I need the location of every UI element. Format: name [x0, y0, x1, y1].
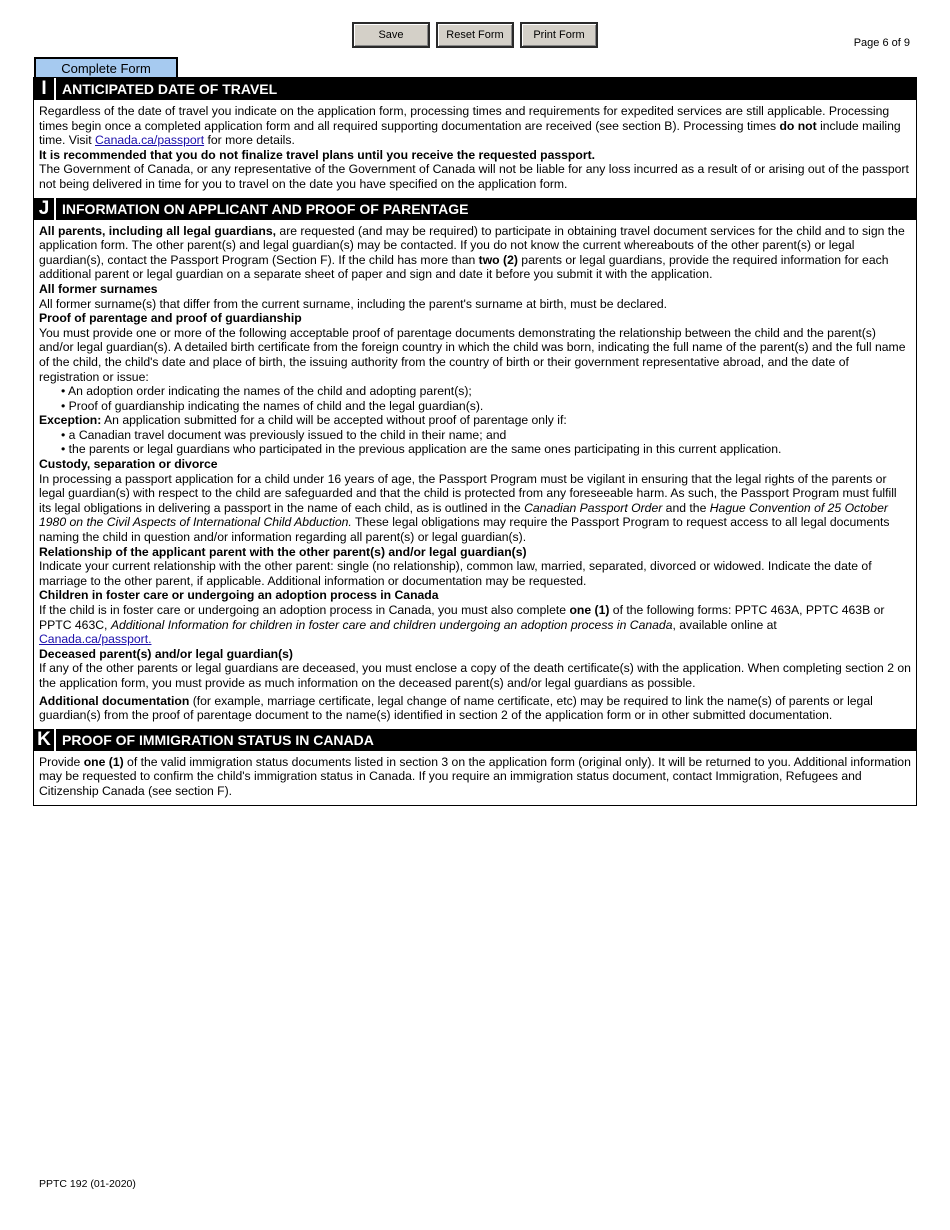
- complete-form-button[interactable]: Complete Form: [34, 57, 178, 77]
- passport-link[interactable]: Canada.ca/passport.: [39, 632, 152, 647]
- section-i-body: [34, 100, 916, 198]
- subheading: Proof of parentage and proof of guardianship: [39, 311, 302, 326]
- text: These legal obligations may require the Passport Program to request access to all legal documents naming the child in question and/or information regarding all parent(s) or legal guardian(s).: [39, 515, 890, 545]
- text: An application submitted for a child will be accepted without proof of parentage only if:: [101, 413, 567, 428]
- emphasis: one (1): [569, 603, 610, 617]
- page-number: Page 6 of 9: [853, 37, 910, 49]
- form-page: [33, 77, 917, 806]
- paragraph: If any of the other parents or legal guardians are deceased, you must enclose a copy of the death certificate(s) with the application. When completing section 2 on the application form, you must provide as much information on the deceased parent(s) and/or legal guardians as possible.: [39, 661, 911, 690]
- subheading: Children in foster care or undergoing an adoption process in Canada: [39, 588, 439, 603]
- text: (for example, marriage certificate, legal change of name certificate, etc) may be required to link the name(s) of parents or legal guardian(s) from the proof of parentage document to the name(s) identified in section 2 of the application form or in other submitted documentation.: [39, 693, 873, 723]
- section-j-body: [34, 220, 916, 729]
- section-i-header: [34, 78, 916, 100]
- section-title: INFORMATION ON APPLICANT AND PROOF OF PARENTAGE: [62, 200, 469, 217]
- text: of the valid immigration status documents listed in section 3 on the application form (original only). It will be returned to you. Additional information may be requested to confirm the child's immigration status in Canada. If you require an immigration status document, contact Immigration, Refugees and Citizenship Canada (see section F).: [39, 754, 911, 798]
- section-k-body: [34, 751, 916, 805]
- paragraph: [39, 224, 911, 282]
- paragraph: [39, 472, 911, 545]
- paragraph: You must provide one or more of the following acceptable proof of parentage documents demonstrating the relationship between the child and the parent(s) and/or legal guardian(s). A detailed birth certificate from the foreign country in which the child was born, indicating the full name of the parent(s) and the full name of the child, the child's date and place of birth, the issuing authority from the country of birth or their government representative abroad, and the date of registration or issue:: [39, 325, 906, 384]
- text: parents or legal guardians, provide the required information for each additional parent or legal guardian on a separate sheet of paper and sign and date it before you submit it with the application.: [39, 252, 889, 282]
- save-button[interactable]: Save: [352, 22, 430, 48]
- list-item: • Proof of guardianship indicating the names of child and the legal guardian(s).: [61, 398, 484, 413]
- italic: Hague Convention of 25 October 1980 on the Civil Aspects of International Child Abduction.: [39, 500, 888, 530]
- italic: Additional Information for children in foster care and children undergoing an adoption process in Canada: [110, 617, 673, 632]
- section-k-header: [34, 729, 916, 751]
- paragraph: All former surname(s) that differ from the current surname, including the parent's surname at birth, must be declared.: [39, 296, 668, 311]
- text: and the: [662, 500, 710, 515]
- subheading: Deceased parent(s) and/or legal guardian(s): [39, 646, 293, 661]
- emphasis: one (1): [83, 754, 124, 769]
- list-item: • An adoption order indicating the names of the child and adopting parent(s);: [61, 384, 472, 399]
- list-item: • a Canadian travel document was previously issued to the child in their name; and: [61, 427, 507, 442]
- paragraph: [39, 413, 911, 428]
- text: Regardless of the date of travel you indicate on the application form, processing times and requirements for expedited services are still applicable. Processing times begin once a completed application form and all required supporting documentation are received (see section B). Processing times: [39, 104, 890, 133]
- subheading: Relationship of the applicant parent with the other parent(s) and/or legal guardian(s): [39, 544, 527, 559]
- section-title: PROOF OF IMMIGRATION STATUS IN CANADA: [62, 731, 374, 748]
- text: of the following forms: PPTC 463A, PPTC 463B or PPTC 463C,: [39, 603, 885, 632]
- paragraph: [39, 755, 911, 799]
- section-letter: J: [34, 198, 56, 220]
- form-toolbar: [352, 22, 598, 48]
- emphasis: two (2): [478, 252, 518, 267]
- print-form-button[interactable]: Print Form: [520, 22, 598, 48]
- paragraph: [39, 104, 911, 148]
- section-letter: I: [34, 78, 56, 100]
- italic: Canadian Passport Order: [524, 500, 663, 515]
- emphasis: Exception:: [39, 413, 102, 428]
- subheading: All former surnames: [39, 281, 158, 296]
- liability-paragraph: The Government of Canada, or any representative of the Government of Canada will not be liable for any loss incurred as a result of or arising out of the passport not being delivered in time for you to travel on the date you have specified on the application form.: [39, 162, 909, 191]
- text: include mailing time. Visit: [39, 118, 901, 148]
- text: Provide: [39, 754, 84, 769]
- section-title: ANTICIPATED DATE OF TRAVEL: [62, 81, 278, 97]
- recommendation: It is recommended that you do not finalize travel plans until you receive the requested passport.: [39, 147, 596, 162]
- form-code-footer: PPTC 192 (01-2020): [39, 1178, 136, 1190]
- section-j-header: [34, 198, 916, 220]
- emphasis: Additional documentation: [39, 693, 190, 708]
- list-item: • the parents or legal guardians who participated in the previous application are the same ones participating in this current application.: [61, 442, 782, 457]
- text: , available online at: [672, 617, 777, 632]
- text: In processing a passport application for a child under 16 years of age, the Passport Program must be vigilant in ensuring that the legal rights of the parents or legal guardian(s) with respect to the child are safeguarded and that the child is protected from any foreseeable harm. As such, the Passport Program must fulfill its legal obligations in delivering a passport in the name of each child, as is outlined in the: [39, 471, 897, 515]
- reset-form-button[interactable]: Reset Form: [436, 22, 514, 48]
- text: If the child is in foster care or undergoing an adoption process in Canada, you must also complete: [39, 603, 570, 617]
- text: are requested (and may be required) to participate in obtaining travel document services for the child and to sign the application form. The other parent(s) and legal guardian(s) may be contacted. If you do not know the current whereabouts of the other parent(s) or legal guardian(s), contact the Passport Program (Section F). If the child has more than: [39, 223, 905, 267]
- paragraph: Indicate your current relationship with the other parent: single (no relationship), common law, married, separated, divorced or widowed. Indicate the date of marriage to the other parent, if applicable. Additional information or documentation may be requested.: [39, 559, 872, 588]
- text: for more details.: [204, 133, 295, 148]
- section-letter: K: [34, 729, 56, 751]
- emphasis: do not: [779, 118, 817, 133]
- subheading: Custody, separation or divorce: [39, 457, 218, 472]
- passport-link[interactable]: Canada.ca/passport: [95, 133, 205, 148]
- emphasis: All parents, including all legal guardians,: [39, 223, 277, 238]
- paragraph: [39, 603, 911, 647]
- paragraph: [39, 694, 911, 723]
